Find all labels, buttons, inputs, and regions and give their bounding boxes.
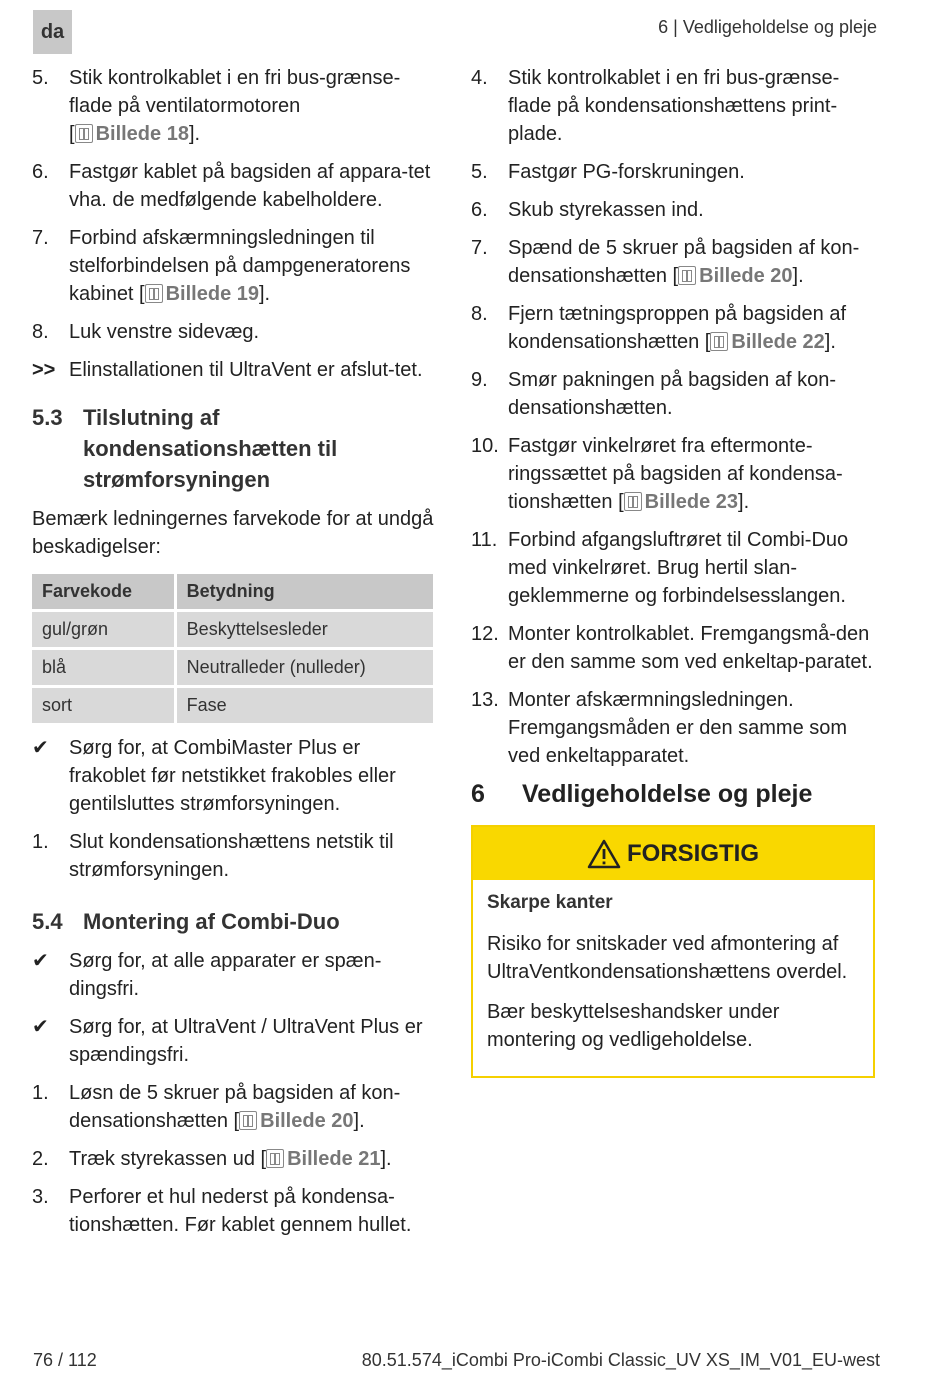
intro-paragraph: Bemærk ledningernes farvekode for at undgå beskadigelser:	[32, 508, 434, 558]
warning-box	[471, 825, 875, 1078]
figure-link[interactable]: Billede 20	[239, 1110, 353, 1132]
result-item: >> Elinstallationen til UltraVent er afslut-tet.	[32, 359, 423, 381]
checkmark-icon: ✔	[32, 1016, 49, 1038]
precondition-item: ✔ Sørg for, at alle apparater er spæn-dingsfri.	[32, 947, 436, 1003]
section-heading: 5.3 Tilslutning af kondensationshætten til strømforsyningen	[32, 405, 338, 492]
figure-icon	[710, 332, 728, 351]
color-code-table	[29, 571, 436, 726]
list-item: 8. Fjern tætningsproppen på bagsiden af kondensationshætten [ Billede 22].	[471, 303, 847, 353]
list-item: 7. Spænd de 5 skruer på bagsiden af kon-densationshætten [ Billede 20].	[471, 237, 860, 287]
document-id: 80.51.574_iCombi Pro-iCombi Classic_UV XS_IM_V01_EU-west	[361, 1350, 880, 1370]
table-header: Betydning	[177, 574, 433, 609]
list-item: 6. Skub styrekassen ind.	[471, 199, 704, 221]
list-item: 9. Smør pakningen på bagsiden af kon-densationshætten.	[471, 369, 836, 419]
list-item: 7. Forbind afskærmningsledningen til stelforbindelsen på dampgeneratorens kabinet [ Billede 19].	[32, 227, 411, 305]
list-item: 5. Stik kontrolkablet i en fri bus-grænse-flade på ventilatormotoren [ Billede 18].	[32, 67, 401, 145]
precondition-item: ✔ Sørg for, at CombiMaster Plus er frakoblet før netstikket frakobles eller gentilsluttes strømforsyningen.	[32, 734, 436, 818]
list-item: 11. Forbind afgangsluftrøret til Combi-Duo med vinkelrøret. Brug hertil slan-geklemmerne og forbindelsesslangen.	[471, 529, 849, 607]
list-item: 4. Stik kontrolkablet i en fri bus-grænse-flade på kondensationshættens print-plade.	[471, 67, 840, 145]
warning-header: FORSIGTIG	[473, 827, 873, 880]
table-row: blå Neutralleder (nulleder)	[32, 650, 433, 685]
list-item: 10. Fastgør vinkelrøret fra eftermonte-ringssættet på bagsiden af kondensa-tionshætten [ Billede 23].	[471, 435, 843, 513]
page-number: 76 / 112	[33, 1350, 97, 1370]
list-item: 5. Fastgør PG-forskruningen.	[471, 161, 745, 183]
figure-link[interactable]: Billede 23	[624, 491, 738, 513]
list-item: 2. Træk styrekassen ud [ Billede 21].	[32, 1148, 392, 1170]
precondition-item: ✔ Sørg for, at UltraVent / UltraVent Plus er spændingsfri.	[32, 1013, 436, 1069]
chapter-heading: 6 Vedligeholdelse og pleje	[471, 780, 813, 808]
figure-link[interactable]: Billede 21	[266, 1148, 380, 1170]
figure-icon	[624, 492, 642, 511]
list-item: 8. Luk venstre sidevæg.	[32, 321, 260, 343]
table-header: Farvekode	[32, 574, 174, 609]
list-item: 1. Løsn de 5 skruer på bagsiden af kon-densationshætten [ Billede 20].	[32, 1082, 401, 1132]
figure-icon	[678, 266, 696, 285]
list-item: 6. Fastgør kablet på bagsiden af appara-tet vha. de medfølgende kabelholdere.	[32, 161, 431, 211]
chapter-header: 6 | Vedligeholdelse og pleje	[658, 17, 877, 37]
list-item: 1. Slut kondensationshættens netstik til strømforsyningen.	[32, 831, 394, 881]
list-item: 13. Monter afskærmningsledningen. Fremgangsmåden er den samme som ved enkeltapparatet.	[471, 689, 848, 767]
table-row: sort Fase	[32, 688, 433, 723]
list-item: 3. Perforer et hul nederst på kondensa-tionshætten. Før kablet gennem hullet.	[32, 1186, 412, 1236]
figure-link[interactable]: Billede 22	[710, 331, 824, 353]
figure-link[interactable]: Billede 20	[678, 265, 792, 287]
checkmark-icon: ✔	[32, 737, 49, 759]
right-column	[471, 64, 879, 1078]
warning-title: Skarpe kanter	[487, 892, 613, 913]
language-tag: da	[33, 10, 72, 54]
list-item: 12. Monter kontrolkablet. Fremgangsmå-den er den samme som ved enkeltap-paratet.	[471, 623, 873, 673]
figure-icon	[266, 1149, 284, 1168]
left-column	[32, 64, 436, 1249]
warning-text: Risiko for snitskader ved afmontering af UltraVentkondensationshættens overdel.	[487, 933, 848, 983]
figure-icon	[239, 1111, 257, 1130]
figure-link[interactable]: Billede 18	[75, 123, 189, 145]
table-row: gul/grøn Beskyttelsesleder	[32, 612, 433, 647]
figure-link[interactable]: Billede 19	[145, 283, 259, 305]
warning-text: Bær beskyttelseshandsker under montering og vedligeholdelse.	[487, 1001, 780, 1051]
checkmark-icon: ✔	[32, 950, 49, 972]
figure-icon	[145, 284, 163, 303]
warning-triangle-icon	[587, 839, 621, 869]
section-heading: 5.4 Montering af Combi-Duo	[32, 909, 340, 934]
figure-icon	[75, 124, 93, 143]
